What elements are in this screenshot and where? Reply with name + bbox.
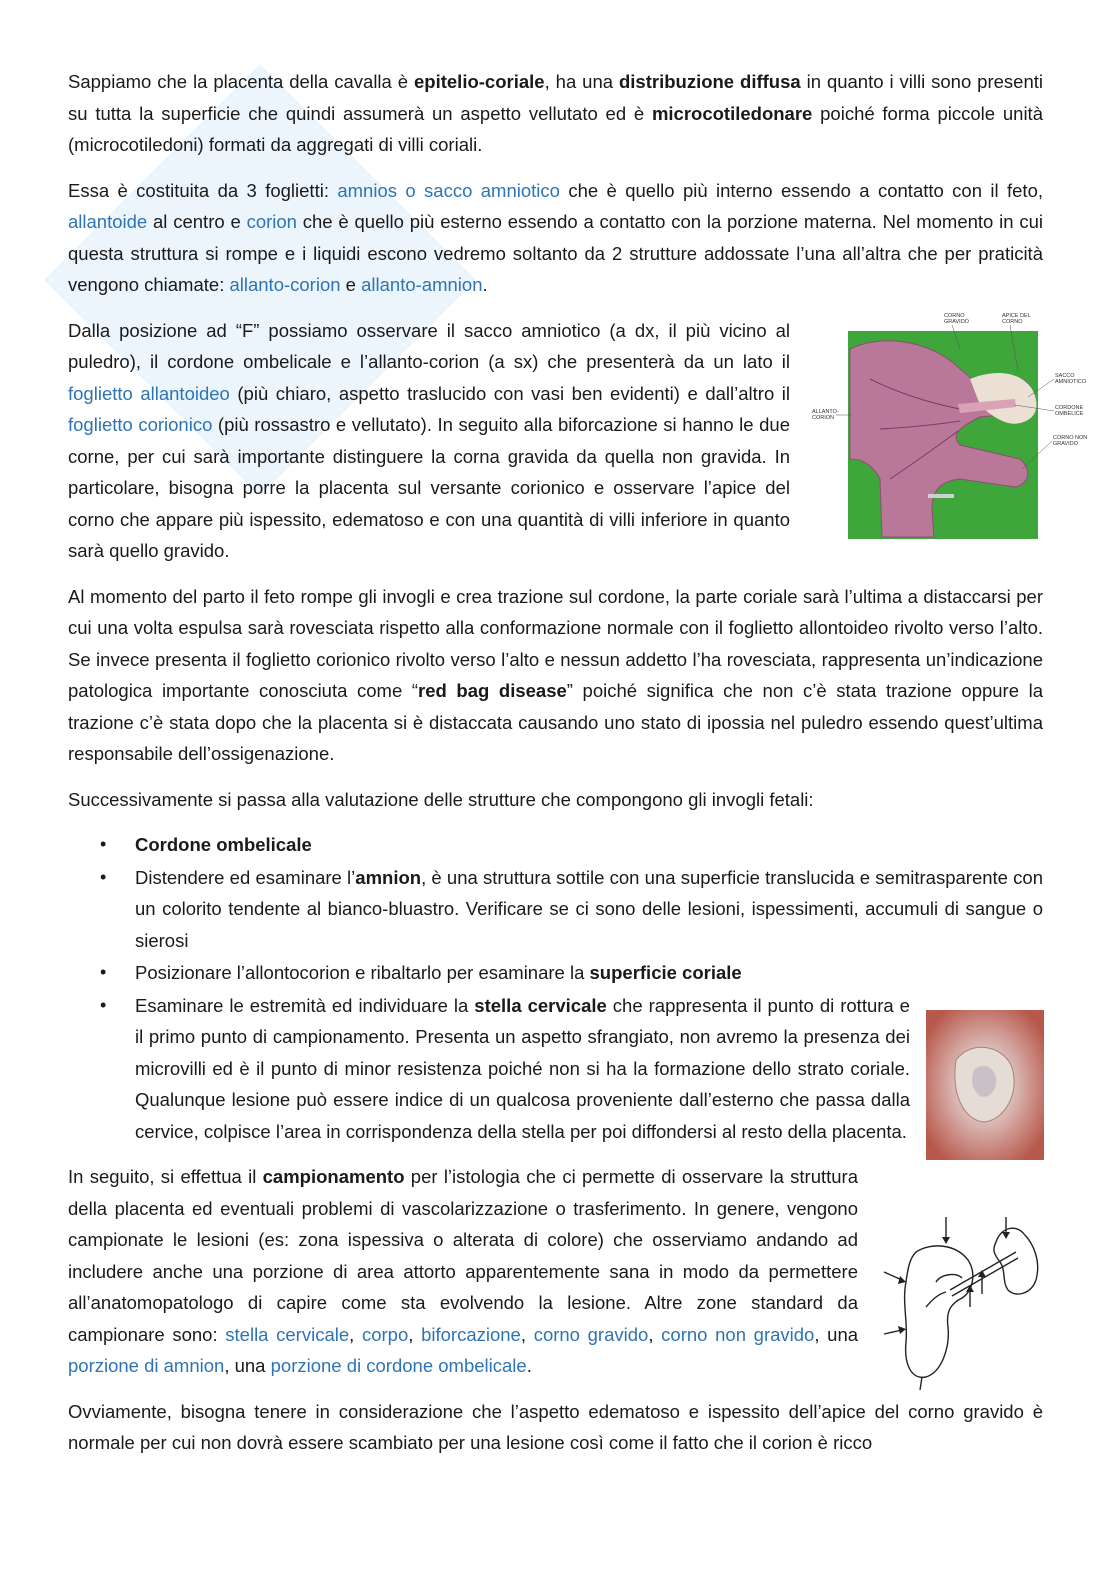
figure-scale-bar — [928, 494, 954, 498]
list-item-cordone: • Cordone ombelicale — [68, 829, 1043, 861]
label-corno-gravido-2: GRAVIDO — [944, 318, 969, 325]
label-sacco-1: SACCO — [1055, 372, 1075, 379]
paragraph-placenta-type: Sappiamo che la placenta della cavalla è epitelio-coriale, ha una distribuzione diffusa in quanto i villi sono presenti su tutta la superficie che quindi assumerà un aspetto vellutato ed è microcotiledonare poiché forma piccole unità (microcotiledoni) formati da aggregati di villi coriali. — [68, 71, 1044, 155]
campionamento-drawing — [876, 1212, 1048, 1390]
label-apice-2: CORNO — [1002, 318, 1023, 325]
paragraph-parto: Al momento del parto il feto rompe gli invogli e crea trazione sul cordone, la parte coriale sarà l’ultima a distaccarsi per cui una volta espulsa sarà rovesciata rispetto alla conformazione normale con il foglietto allontoideo rivolto verso l’alto. Se invece presenta il foglietto corionico rivolto verso l’alto e nessun addetto l’ha rovesciata, rappresenta un’indicazione patologica importante conosciuta come “red bag disease” poiché significa che non c’è stata trazione oppure la trazione c’è stata dopo che la placenta si è distaccata causando uno stato di ipossia nel puledro essendo quest’ultima responsabile dell’ossigenazione. — [68, 585, 1044, 764]
label-apice-1: APICE DEL — [1002, 312, 1031, 319]
label-non-gravido-2: GRAVIDO — [1053, 440, 1078, 447]
list-invogli-fetali — [68, 829, 1043, 1147]
document-page — [68, 66, 1088, 1473]
paragraph-valutazione: Successivamente si passa alla valutazione delle strutture che compongono gli invogli fetali: — [68, 788, 814, 810]
list-item-amnion: • Distendere ed esaminare l’amnion, è una struttura sottile con una superficie translucida e semitrasparente con un colorito tendente al bianco-bluastro. Verificare se ci sono delle lesioni, ispessimenti, accumuli di sangue o sierosi — [68, 862, 1043, 957]
placenta-f-figure — [810, 309, 1102, 549]
label-non-gravido-1: CORNO NON — [1053, 434, 1088, 441]
paragraph-posizione-f: Dalla posizione ad “F” possiamo osservare il sacco amniotico (a dx, il più vicino al puledro), il cordone ombelicale e l’allanto-corion (a sx) che presenterà da un lato il foglietto allantoideo (più chiaro, aspetto traslucido con vasi ben evidenti) e dall’altro il foglietto corionico (più rossastro e vellutato). In seguito alla biforcazione si hanno le due corne, per cui sarà importante distinguere la corna gravida da quella non gravida. In particolare, bisogna porre la placenta sul versante corionico e osservare l’apice del corno che appare più ispessito, edematoso e con una quantità di villi inferiore in quanto sarà quello gravido. — [68, 319, 790, 561]
paragraph-ovviamente: Ovviamente, bisogna tenere in considerazione che l’aspetto edematoso e ispessito dell’apice del corno gravido è normale per cui non dovrà essere scambiato per una lesione così come il fatto che il corion è ricco — [68, 1400, 1043, 1453]
label-allanto-1: ALLANTO- — [812, 408, 839, 415]
label-allanto-2: CORION — [812, 414, 834, 421]
label-cordone-2: OMBELICE — [1055, 410, 1084, 417]
section-posizione-f — [68, 312, 1088, 567]
label-sacco-2: AMNIOTICO — [1055, 378, 1087, 385]
list-item-stella-cervicale: • Esaminare le estremità ed individuare la stella cervicale che rappresenta il punto di rottura e il primo punto di campionamento. Presenta un aspetto sfrangiato, non avremo la presenza dei microvilli ed è il punto di minor resistenza poiché non si ha la formazione dello strato coriale. Qualunque lesione può essere indice di un qualcosa proveniente dall’esterno che passa dalla cervice, colpisce l’area in corrispondenza della stella per poi diffondersi al resto della placenta. — [68, 990, 910, 1148]
label-corno-gravido-1: CORNO — [944, 312, 965, 319]
list-item-superficie-coriale: • Posizionare l’allontocorion e ribaltarlo per esaminare la superficie coriale — [68, 957, 1043, 989]
paragraph-foglietti: Essa è costituita da 3 foglietti: amnios o sacco amniotico che è quello più interno essendo a contatto con il feto, allantoide al centro e corion che è quello più esterno essendo a contatto con la porzione materna. Nel momento in cui questa struttura si rompe e i liquidi escono vedremo soltanto da 2 strutture addossate l’una all’altra che per praticità vengono chiamate: allanto-corion e allanto-amnion. — [68, 179, 1043, 295]
label-cordone-1: CORDONE — [1055, 404, 1084, 411]
stella-cervicale-photo — [926, 1010, 1044, 1160]
paragraph-campionamento: In seguito, si effettua il campionamento per l’istologia che ci permette di osservare la struttura della placenta ed eventuali problemi di vascolarizzazione o trasferimento. In genere, vengono campionate le lesioni (es: zona ispessiva o alterata di colore) che osserviamo andando ad includere anche una porzione di area attorto apparentemente sana in modo da permettere all’anatomopatologo di capire come sta evolvendo la lesione. Altre zone standard da campionare sono: stella cervicale, corpo, biforcazione, corno gravido, corno non gravido, una porzione di amnion, una porzione di cordone ombelicale. — [68, 1166, 859, 1376]
